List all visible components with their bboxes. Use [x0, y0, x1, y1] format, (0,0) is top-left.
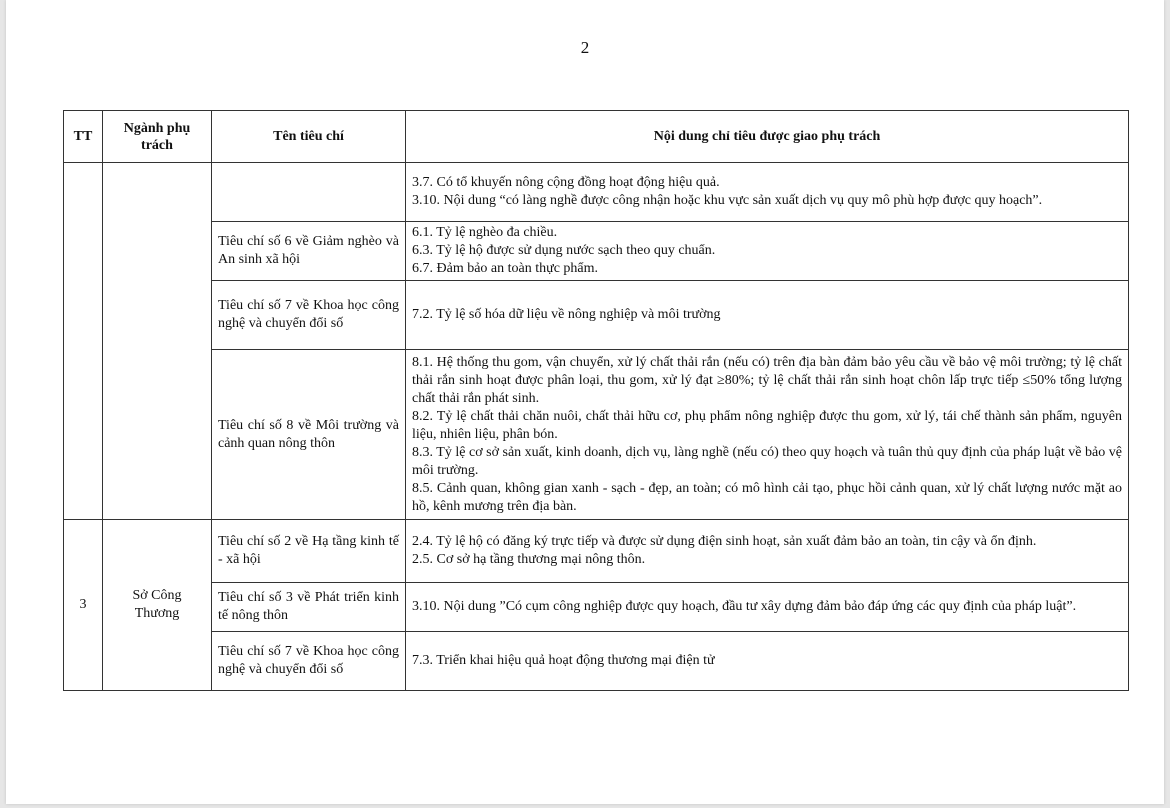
content-line: 6.3. Tỷ lệ hộ được sử dụng nước sạch theo quy chuẩn.: [412, 243, 716, 258]
header-criterion: Tên tiêu chí: [212, 111, 406, 163]
content-line: 2.4. Tỷ lệ hộ có đăng ký trực tiếp và được sử dụng điện sinh hoạt, sản xuất đảm bảo an toàn, tin cậy và ổn định.: [412, 534, 1037, 549]
content-line: 8.2. Tỷ lệ chất thải chăn nuôi, chất thải hữu cơ, phụ phẩm nông nghiệp được thu gom, xử lý, tái chế thành sản phẩm, nguyên liệu, nhiên liệu, phân bón.: [412, 408, 1122, 442]
content-cell: [406, 520, 1129, 583]
table-row: [64, 163, 1129, 222]
table-row: [64, 281, 1129, 350]
content-line: 8.1. Hệ thống thu gom, vận chuyển, xử lý chất thải rắn (nếu có) trên địa bàn đảm bảo yêu cầu về bảo vệ môi trường; tỷ lệ chất thải rắn sinh hoạt được phân loại, thu gom, xử lý đạt ≥80%; tỷ lệ chất thải rắn sinh hoạt chôn lấp trực tiếp ≤50% tổng lượng chất thải rắn phát sinh.: [412, 354, 1122, 406]
criterion-cell: Tiêu chí số 2 về Hạ tầng kinh tế - xã hội: [212, 520, 406, 583]
tt-cell: [64, 163, 103, 520]
content-line: 7.2. Tỷ lệ số hóa dữ liệu về nông nghiệp và môi trường: [412, 307, 721, 322]
document-page: [6, 0, 1164, 804]
table-row: [64, 583, 1129, 632]
content-line: 8.3. Tỷ lệ cơ sở sản xuất, kinh doanh, dịch vụ, làng nghề (nếu có) theo quy hoạch và tuân thủ quy định của pháp luật về bảo vệ môi trường.: [412, 444, 1122, 478]
table-header-row: [64, 111, 1129, 163]
department-cell: Sở Công Thương: [103, 520, 212, 691]
content-cell: [406, 281, 1129, 350]
criteria-table: [63, 110, 1129, 691]
table-row: [64, 632, 1129, 691]
department-cell: [103, 163, 212, 520]
header-department: Ngành phụ trách: [103, 111, 212, 163]
content-cell: [406, 222, 1129, 281]
content-cell: [406, 583, 1129, 632]
content-cell: [406, 350, 1129, 520]
table-row: [64, 222, 1129, 281]
content-line: 6.7. Đảm bảo an toàn thực phẩm.: [412, 261, 599, 276]
table-row: [64, 520, 1129, 583]
table-row: [64, 350, 1129, 520]
content-cell: [406, 163, 1129, 222]
content-line: 8.5. Cảnh quan, không gian xanh - sạch - đẹp, an toàn; có mô hình cải tạo, phục hồi cảnh quan, xử lý chất lượng nước mặt ao hồ, kênh mương trên địa bàn.: [412, 480, 1122, 514]
criterion-cell: Tiêu chí số 3 về Phát triển kinh tế nông thôn: [212, 583, 406, 632]
criterion-cell: Tiêu chí số 7 về Khoa học công nghệ và chuyển đổi số: [212, 281, 406, 350]
content-line: 2.5. Cơ sở hạ tầng thương mại nông thôn.: [412, 552, 646, 567]
content-line: 3.7. Có tổ khuyến nông cộng đồng hoạt động hiệu quả.: [412, 175, 720, 190]
content-line: 7.3. Triển khai hiệu quả hoạt động thương mại điện tử: [412, 653, 715, 668]
header-tt: TT: [64, 111, 103, 163]
content-line: 6.1. Tỷ lệ nghèo đa chiều.: [412, 225, 558, 240]
criterion-cell: Tiêu chí số 8 về Môi trường và cảnh quan nông thôn: [212, 350, 406, 520]
tt-cell: 3: [64, 520, 103, 691]
content-line: 3.10. Nội dung ”Có cụm công nghiệp được quy hoạch, đầu tư xây dựng đảm bảo đáp ứng các quy định của pháp luật”.: [412, 599, 1077, 614]
content-cell: [406, 632, 1129, 691]
content-line: 3.10. Nội dung “có làng nghề được công nhận hoặc khu vực sản xuất dịch vụ quy mô phù hợp được quy hoạch”.: [412, 193, 1043, 208]
criterion-cell: Tiêu chí số 7 về Khoa học công nghệ và chuyển đổi số: [212, 632, 406, 691]
header-content: Nội dung chỉ tiêu được giao phụ trách: [406, 111, 1129, 163]
criterion-cell: Tiêu chí số 6 về Giảm nghèo và An sinh xã hội: [212, 222, 406, 281]
criterion-cell: [212, 163, 406, 222]
page-number: 2: [580, 38, 590, 57]
